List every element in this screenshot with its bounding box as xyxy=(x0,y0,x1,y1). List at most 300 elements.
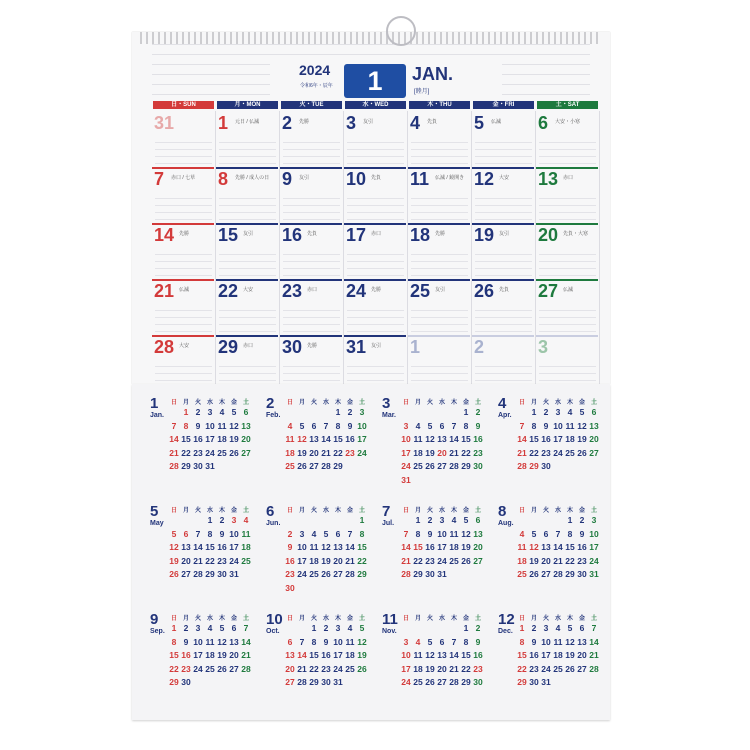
day-cell xyxy=(472,111,536,167)
day-number: 14 xyxy=(154,225,175,245)
day-note: 大安 xyxy=(179,343,190,349)
mini-weekday-label: 水 xyxy=(322,508,329,514)
memo-lines xyxy=(475,136,532,165)
mini-day: 25 xyxy=(413,677,423,687)
mini-weekday-row xyxy=(516,613,614,621)
mini-day: 19 xyxy=(577,434,587,444)
mini-day: 8 xyxy=(171,636,177,647)
mini-weekday-label: 月 xyxy=(414,400,421,406)
day-cell xyxy=(280,335,344,391)
mini-day: 29 xyxy=(169,677,179,687)
mini-month-abbr: Dec. xyxy=(498,628,513,635)
mini-day: 30 xyxy=(321,677,331,687)
mini-day: 30 xyxy=(473,461,483,471)
mini-weekday-row xyxy=(516,505,614,513)
day-number: 29 xyxy=(218,337,239,357)
mini-day: 4 xyxy=(311,528,317,539)
day-cell xyxy=(344,223,408,279)
mini-weekday-label: 火 xyxy=(542,616,549,622)
mini-day: 6 xyxy=(231,623,237,633)
mini-day: 20 xyxy=(309,447,319,458)
mini-day: 7 xyxy=(555,528,561,539)
mini-day: 24 xyxy=(437,555,447,566)
mini-day: 9 xyxy=(323,636,329,647)
day-cell xyxy=(344,111,408,167)
mini-day: 23 xyxy=(577,555,587,566)
mini-day: 25 xyxy=(565,447,575,458)
mini-day: 2 xyxy=(219,515,225,525)
mini-month-number: 9 xyxy=(150,611,159,628)
mini-weekday-label: 日 xyxy=(286,508,293,514)
mini-day: 10 xyxy=(229,528,239,539)
mini-day: 17 xyxy=(229,542,239,552)
mini-month-number: 7 xyxy=(382,503,391,520)
mini-day: 5 xyxy=(567,623,573,633)
mini-day: 31 xyxy=(541,677,551,687)
month-japanese-label: [睦月] xyxy=(414,89,430,95)
mini-day: 16 xyxy=(473,434,483,444)
day-cell xyxy=(536,279,600,335)
day-note: 友引 xyxy=(299,175,310,181)
day-cell xyxy=(472,223,536,279)
mini-day: 19 xyxy=(565,650,575,660)
memo-lines xyxy=(411,248,468,277)
day-cell xyxy=(408,111,472,167)
mini-day: 22 xyxy=(205,555,215,566)
mini-day: 15 xyxy=(169,650,179,660)
mini-day: 18 xyxy=(241,542,251,552)
mini-day: 3 xyxy=(591,515,597,525)
mini-day: 4 xyxy=(519,528,525,539)
mini-day: 17 xyxy=(333,650,343,660)
mini-day: 19 xyxy=(321,555,331,566)
era-label: 令和6年・辰年 xyxy=(300,83,333,89)
mini-weekday-row xyxy=(168,613,266,621)
day-number: 27 xyxy=(538,281,559,301)
day-cell xyxy=(344,335,408,391)
mini-day: 25 xyxy=(285,461,295,471)
mini-day: 18 xyxy=(553,650,563,660)
mini-day: 28 xyxy=(589,663,599,674)
mini-weekday-label: 土 xyxy=(590,508,597,514)
mini-day: 26 xyxy=(169,569,179,579)
mini-day: 22 xyxy=(413,555,423,566)
mini-day-grid xyxy=(168,623,266,707)
mini-day: 17 xyxy=(357,434,367,444)
mini-day: 3 xyxy=(299,528,305,539)
mini-weekday-row xyxy=(516,397,614,405)
mini-day: 4 xyxy=(415,636,421,647)
mini-day: 14 xyxy=(517,434,527,444)
day-note: 赤口 xyxy=(243,343,254,349)
day-number: 4 xyxy=(410,113,421,133)
day-cell xyxy=(408,335,472,391)
header-rule xyxy=(152,54,590,55)
mini-day: 12 xyxy=(297,434,307,444)
mini-day: 16 xyxy=(217,542,227,552)
mini-day: 21 xyxy=(449,663,459,674)
mini-day: 5 xyxy=(579,407,585,417)
mini-weekday-label: 水 xyxy=(554,616,561,622)
mini-day: 14 xyxy=(589,636,599,647)
mini-day: 7 xyxy=(243,623,249,633)
mini-day: 2 xyxy=(323,623,329,633)
mini-day: 14 xyxy=(401,542,411,552)
hanger-ring xyxy=(386,16,416,46)
mini-month-8 xyxy=(498,504,613,599)
memo-lines xyxy=(539,248,596,277)
mini-day: 10 xyxy=(401,434,411,444)
memo-lines xyxy=(155,136,212,165)
day-cell xyxy=(280,279,344,335)
mini-day: 17 xyxy=(401,447,411,458)
mini-day: 23 xyxy=(541,447,551,458)
mini-weekday-label: 月 xyxy=(530,400,537,406)
weekday-header-2: 火・TUE xyxy=(281,101,342,109)
mini-day: 24 xyxy=(297,569,307,579)
mini-weekday-row xyxy=(168,505,266,513)
mini-weekday-label: 火 xyxy=(310,400,317,406)
mini-day: 3 xyxy=(195,623,201,633)
mini-day: 29 xyxy=(309,677,319,687)
mini-month-number: 11 xyxy=(382,611,398,628)
mini-weekday-label: 月 xyxy=(414,616,421,622)
weekday-header-0: 日・SUN xyxy=(153,101,214,109)
day-number: 3 xyxy=(346,113,357,133)
mini-day: 25 xyxy=(553,663,563,674)
mini-weekday-row xyxy=(400,613,498,621)
mini-day: 8 xyxy=(531,420,537,431)
day-cell xyxy=(216,111,280,167)
mini-day: 20 xyxy=(589,434,599,444)
mini-day: 22 xyxy=(357,555,367,566)
mini-weekday-label: 木 xyxy=(334,616,341,622)
mini-weekday-row xyxy=(400,397,498,405)
mini-day: 30 xyxy=(181,677,191,687)
mini-weekday-label: 日 xyxy=(170,400,177,406)
mini-weekday-row xyxy=(168,397,266,405)
mini-day: 23 xyxy=(321,663,331,674)
memo-lines xyxy=(283,136,340,165)
mini-day: 10 xyxy=(357,420,367,431)
mini-day: 8 xyxy=(463,636,469,647)
memo-lines xyxy=(283,304,340,333)
day-cell xyxy=(472,335,536,391)
mini-weekday-label: 水 xyxy=(554,508,561,514)
mini-weekday-label: 土 xyxy=(358,400,365,406)
mini-day-grid xyxy=(400,407,498,491)
mini-weekday-row xyxy=(400,505,498,513)
mini-day: 1 xyxy=(335,407,341,417)
mini-day: 11 xyxy=(205,636,215,647)
mini-day-grid xyxy=(284,623,382,707)
day-cell xyxy=(216,167,280,223)
mini-weekday-label: 金 xyxy=(346,616,353,622)
mini-weekday-label: 木 xyxy=(450,400,457,406)
mini-month-9 xyxy=(150,612,265,707)
mini-day: 22 xyxy=(309,663,319,674)
mini-day: 9 xyxy=(475,636,481,647)
mini-day: 13 xyxy=(577,636,587,647)
mini-day: 11 xyxy=(241,528,251,539)
memo-lines xyxy=(475,304,532,333)
day-cell xyxy=(152,279,216,335)
mini-weekday-label: 水 xyxy=(206,508,213,514)
mini-day: 23 xyxy=(217,555,227,566)
mini-day: 8 xyxy=(183,420,189,431)
day-note: 大安 xyxy=(499,175,510,181)
mini-day: 17 xyxy=(401,663,411,674)
mini-day: 6 xyxy=(475,515,481,525)
day-number: 19 xyxy=(474,225,495,245)
mini-day: 24 xyxy=(357,447,367,458)
mini-day: 23 xyxy=(425,555,435,566)
mini-day: 26 xyxy=(577,447,587,458)
mini-weekday-label: 火 xyxy=(542,508,549,514)
mini-day: 26 xyxy=(357,663,367,674)
mini-day: 12 xyxy=(169,542,179,552)
day-number: 1 xyxy=(218,113,229,133)
mini-day: 26 xyxy=(425,677,435,687)
mini-day: 17 xyxy=(205,434,215,444)
mini-day: 27 xyxy=(577,663,587,674)
header-rule xyxy=(152,94,270,95)
mini-day: 7 xyxy=(403,528,409,539)
mini-weekday-label: 日 xyxy=(170,616,177,622)
mini-day: 26 xyxy=(529,569,539,579)
mini-day: 12 xyxy=(217,636,227,647)
mini-day: 28 xyxy=(517,461,527,471)
memo-lines xyxy=(155,248,212,277)
mini-weekday-label: 日 xyxy=(518,616,525,622)
mini-day: 4 xyxy=(451,515,457,525)
day-number: 24 xyxy=(346,281,367,301)
mini-day: 7 xyxy=(347,528,353,539)
mini-day: 3 xyxy=(543,623,549,633)
mini-day: 20 xyxy=(541,555,551,566)
header-rule xyxy=(502,74,590,75)
mini-weekday-label: 水 xyxy=(322,616,329,622)
mini-day: 4 xyxy=(567,407,573,417)
mini-day: 28 xyxy=(297,677,307,687)
mini-month-abbr: Apr. xyxy=(498,412,512,419)
day-number: 3 xyxy=(538,337,549,357)
mini-day: 2 xyxy=(183,623,189,633)
mini-day: 11 xyxy=(309,542,319,552)
mini-weekday-label: 金 xyxy=(462,508,469,514)
mini-day: 16 xyxy=(345,434,355,444)
mini-weekday-label: 土 xyxy=(242,508,249,514)
day-number: 31 xyxy=(154,113,175,133)
day-number: 6 xyxy=(538,113,549,133)
mini-day: 5 xyxy=(531,528,537,539)
mini-day: 21 xyxy=(193,555,203,566)
mini-month-6 xyxy=(266,504,381,599)
mini-day: 2 xyxy=(347,407,353,417)
mini-day: 13 xyxy=(437,434,447,444)
day-number: 10 xyxy=(346,169,367,189)
day-note: 先勝 xyxy=(307,343,318,349)
mini-day: 12 xyxy=(321,542,331,552)
mini-day: 29 xyxy=(413,569,423,579)
mini-month-abbr: Jun. xyxy=(266,520,281,527)
mini-day: 23 xyxy=(181,663,191,674)
mini-day: 21 xyxy=(449,447,459,458)
memo-lines xyxy=(155,304,212,333)
mini-day: 26 xyxy=(565,663,575,674)
mini-day: 18 xyxy=(517,555,527,566)
mini-day: 26 xyxy=(229,447,239,458)
day-cell xyxy=(344,167,408,223)
mini-day: 28 xyxy=(241,663,251,674)
mini-weekday-label: 火 xyxy=(426,508,433,514)
mini-day: 22 xyxy=(461,663,471,674)
mini-day: 17 xyxy=(553,434,563,444)
mini-day: 5 xyxy=(231,407,237,417)
mini-weekday-label: 金 xyxy=(462,616,469,622)
mini-day: 25 xyxy=(309,569,319,579)
day-note: 仏滅 xyxy=(563,287,574,293)
mini-day: 28 xyxy=(193,569,203,579)
mini-day: 15 xyxy=(565,542,575,552)
mini-day: 8 xyxy=(207,528,213,539)
mini-day: 26 xyxy=(425,461,435,471)
mini-day: 29 xyxy=(461,461,471,471)
mini-weekday-label: 金 xyxy=(462,400,469,406)
mini-day: 5 xyxy=(427,636,433,647)
mini-day: 19 xyxy=(357,650,367,660)
mini-day: 21 xyxy=(517,447,527,458)
mini-month-abbr: Mar. xyxy=(382,412,397,419)
mini-day: 8 xyxy=(335,420,341,431)
mini-day: 20 xyxy=(437,447,447,458)
header-rule xyxy=(152,64,270,65)
mini-day: 4 xyxy=(555,623,561,633)
mini-weekday-label: 火 xyxy=(194,616,201,622)
header-rule xyxy=(152,44,590,45)
day-cell xyxy=(536,223,600,279)
day-note: 仏滅 xyxy=(491,119,502,125)
mini-day: 25 xyxy=(449,555,459,566)
mini-day: 30 xyxy=(193,461,203,471)
mini-day: 1 xyxy=(531,407,537,417)
mini-day: 3 xyxy=(403,636,409,647)
mini-day: 27 xyxy=(309,461,319,471)
mini-day: 21 xyxy=(241,650,251,660)
mini-day: 11 xyxy=(517,542,527,552)
mini-day: 13 xyxy=(309,434,319,444)
mini-day: 21 xyxy=(401,555,411,566)
mini-day: 19 xyxy=(169,555,179,566)
day-note: 仏滅 xyxy=(179,287,190,293)
mini-day: 15 xyxy=(333,434,343,444)
mini-day: 28 xyxy=(449,677,459,687)
mini-weekday-label: 月 xyxy=(414,508,421,514)
mini-day: 6 xyxy=(579,623,585,633)
mini-day: 5 xyxy=(463,515,469,525)
day-cell xyxy=(152,111,216,167)
mini-day: 23 xyxy=(473,663,483,674)
mini-weekday-label: 土 xyxy=(590,400,597,406)
mini-day: 18 xyxy=(309,555,319,566)
year-label: 2024 xyxy=(299,62,331,78)
memo-lines xyxy=(347,248,404,277)
mini-weekday-label: 金 xyxy=(230,400,237,406)
mini-day: 22 xyxy=(517,663,527,674)
mini-day: 13 xyxy=(589,420,599,431)
day-cell xyxy=(216,335,280,391)
mini-day: 30 xyxy=(577,569,587,579)
mini-day: 13 xyxy=(229,636,239,647)
mini-day: 17 xyxy=(193,650,203,660)
mini-day: 14 xyxy=(169,434,179,444)
mini-month-2 xyxy=(266,396,381,491)
mini-weekday-row xyxy=(284,505,382,513)
day-cell xyxy=(472,279,536,335)
mini-day: 1 xyxy=(463,623,469,633)
mini-day: 10 xyxy=(193,636,203,647)
mini-day-grid xyxy=(516,407,614,491)
mini-day: 17 xyxy=(297,555,307,566)
mini-weekday-label: 水 xyxy=(554,400,561,406)
mini-day: 6 xyxy=(335,528,341,539)
header-rule xyxy=(502,94,590,95)
mini-month-abbr: Jan. xyxy=(150,412,165,419)
day-number: 22 xyxy=(218,281,239,301)
mini-day: 18 xyxy=(345,650,355,660)
mini-day: 4 xyxy=(207,623,213,633)
mini-day: 4 xyxy=(347,623,353,633)
mini-day: 8 xyxy=(359,528,365,539)
mini-weekday-label: 火 xyxy=(194,508,201,514)
mini-weekday-label: 火 xyxy=(426,400,433,406)
mini-day: 27 xyxy=(437,677,447,687)
mini-month-number: 12 xyxy=(498,611,515,628)
memo-lines xyxy=(219,248,276,277)
mini-weekday-row xyxy=(284,613,382,621)
month-number-badge: 1 xyxy=(344,64,406,98)
mini-day: 16 xyxy=(541,434,551,444)
mini-day: 20 xyxy=(577,650,587,660)
mini-weekday-label: 土 xyxy=(242,400,249,406)
day-number: 1 xyxy=(410,337,421,357)
mini-month-11 xyxy=(382,612,497,707)
weekday-header-4: 木・THU xyxy=(409,101,470,109)
mini-weekday-label: 月 xyxy=(530,508,537,514)
day-number: 13 xyxy=(538,169,559,189)
mini-weekday-label: 月 xyxy=(298,400,305,406)
mini-day: 9 xyxy=(475,420,481,431)
mini-day: 18 xyxy=(205,650,215,660)
mini-day: 7 xyxy=(323,420,329,431)
mini-weekday-label: 木 xyxy=(334,400,341,406)
mini-day: 9 xyxy=(579,528,585,539)
mini-day: 16 xyxy=(425,542,435,552)
day-note: 先勝 xyxy=(299,119,310,125)
mini-day: 16 xyxy=(473,650,483,660)
mini-day: 21 xyxy=(345,555,355,566)
mini-day: 27 xyxy=(285,677,295,687)
mini-day: 1 xyxy=(359,515,365,525)
mini-day: 21 xyxy=(589,650,599,660)
mini-day: 28 xyxy=(401,569,411,579)
mini-day: 16 xyxy=(193,434,203,444)
mini-weekday-label: 土 xyxy=(590,616,597,622)
mini-weekday-label: 金 xyxy=(346,508,353,514)
mini-weekday-label: 水 xyxy=(438,508,445,514)
mini-day: 29 xyxy=(181,461,191,471)
header-rule xyxy=(502,84,590,85)
